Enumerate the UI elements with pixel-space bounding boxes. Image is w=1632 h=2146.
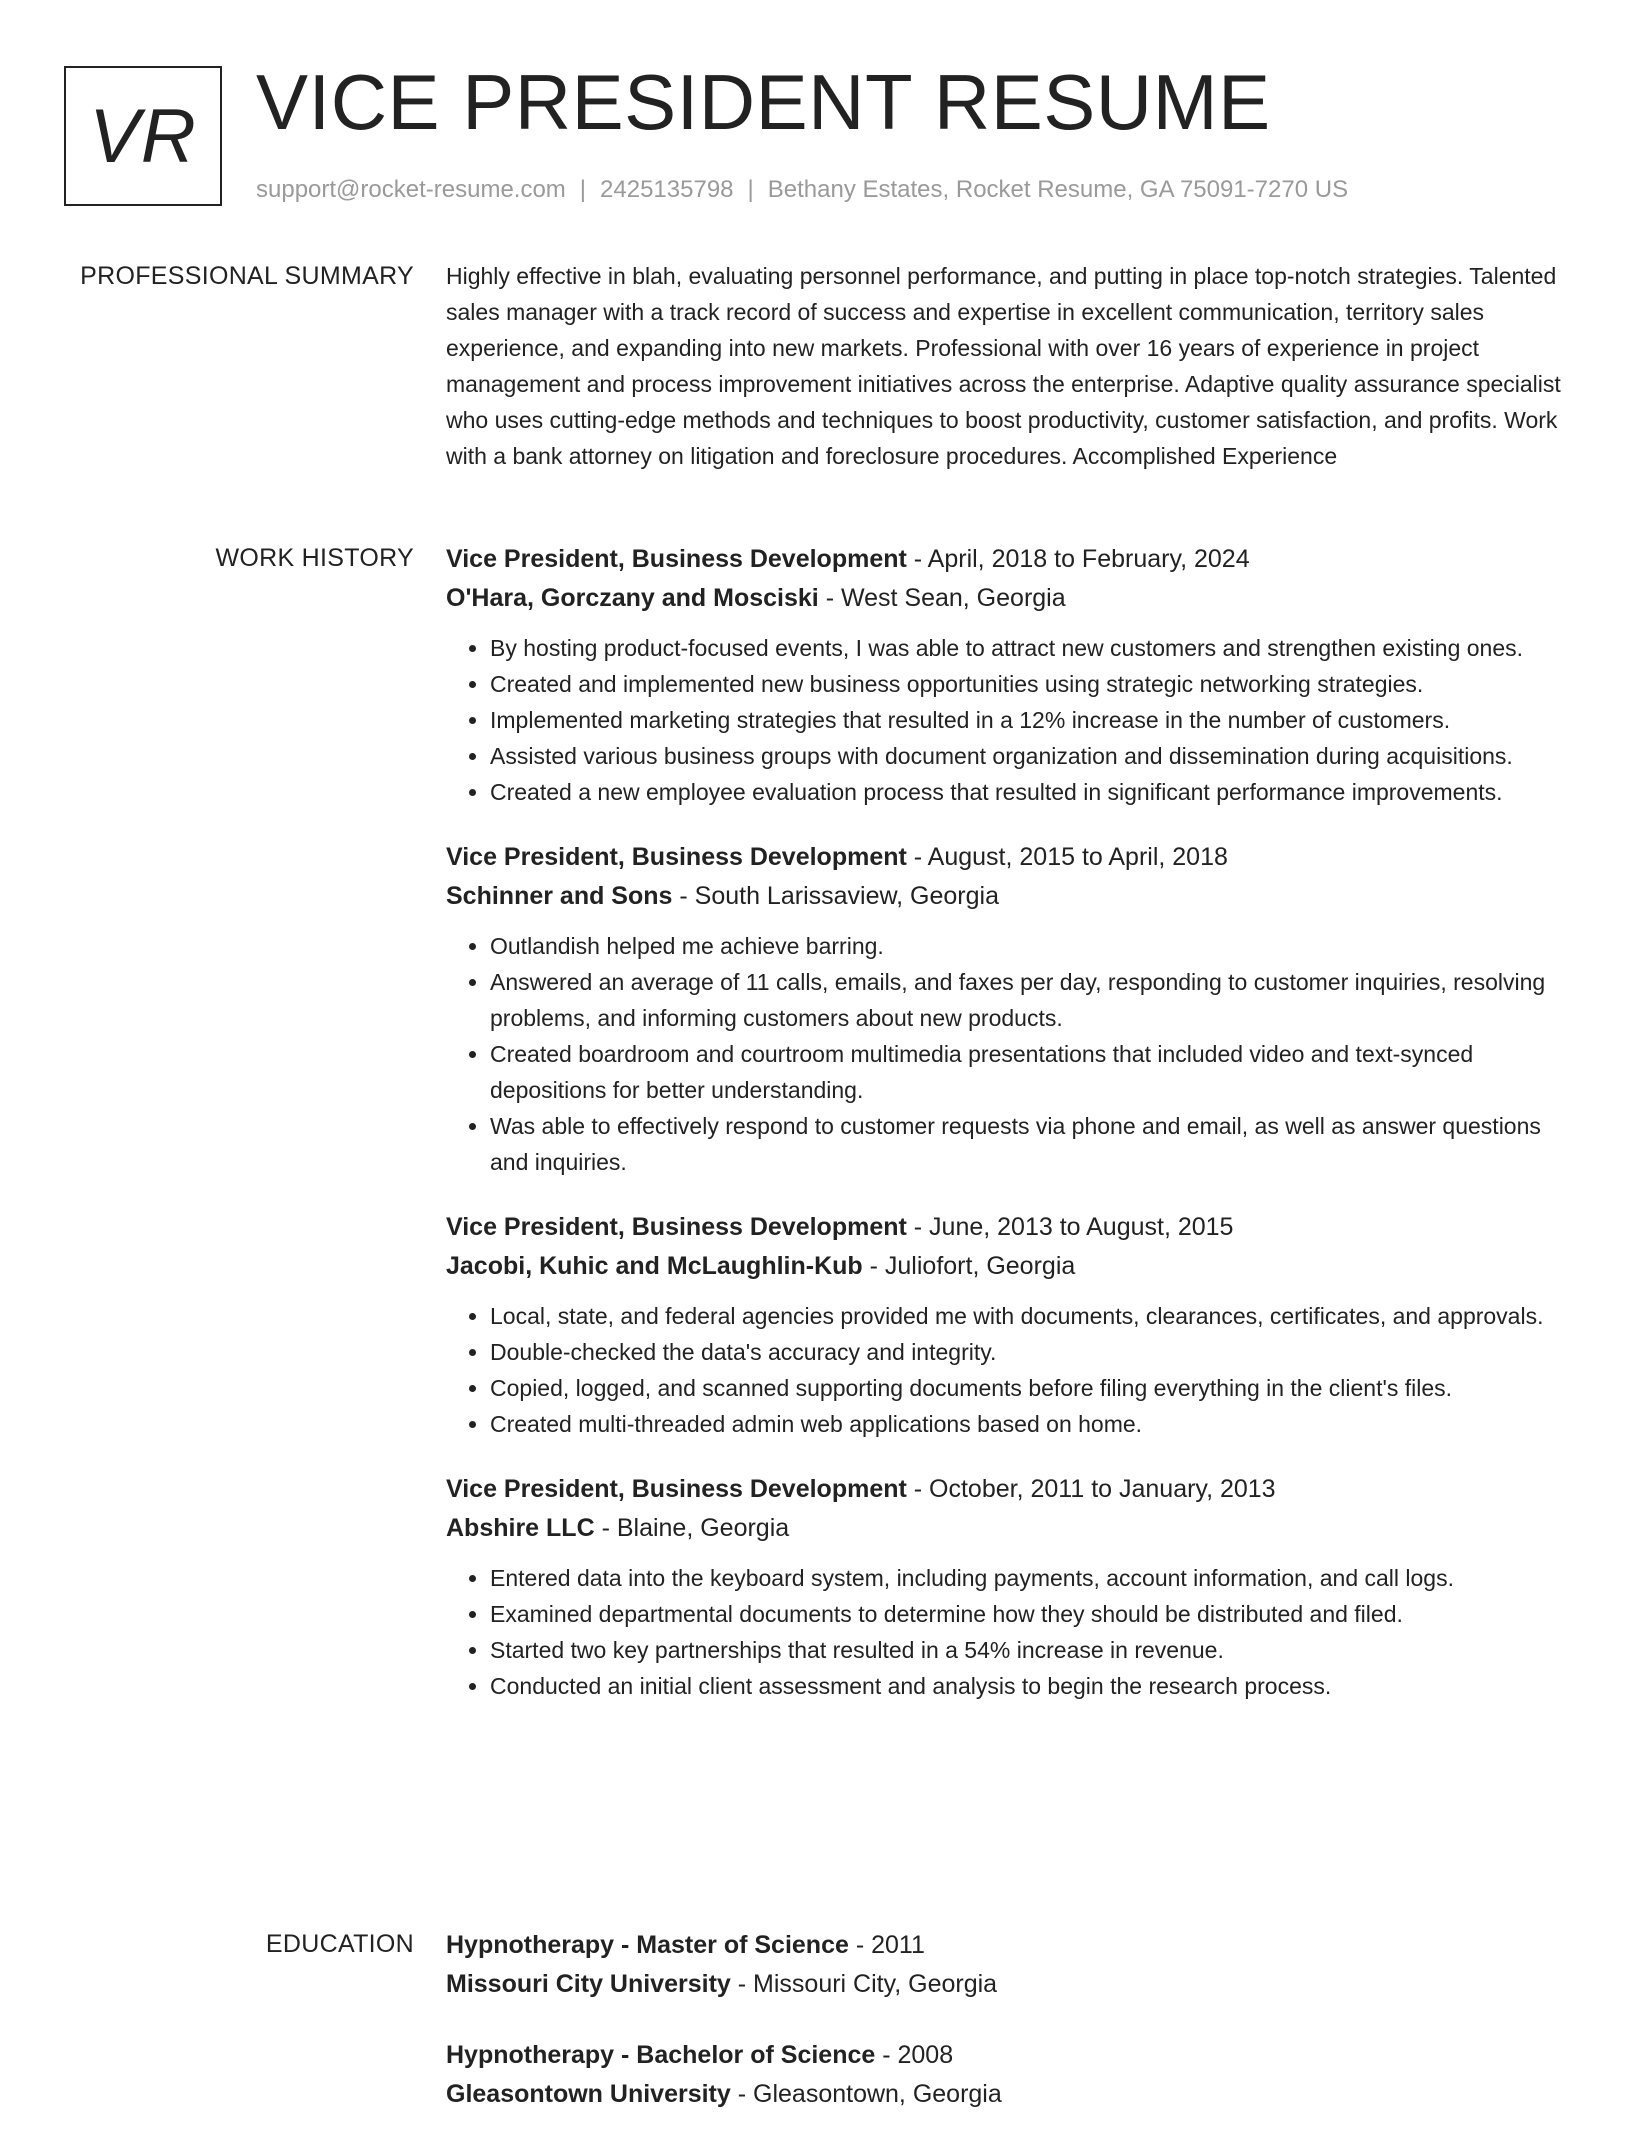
job-bullet: • Created a new employee evaluation process that resulted in significant performance improvements.	[490, 774, 1566, 810]
company-location: - West Sean, Georgia	[818, 584, 1066, 612]
job-bullet: • Double-checked the data's accuracy and integrity.	[490, 1334, 1566, 1370]
resume-title: VICE PRESIDENT RESUME	[256, 58, 1271, 146]
degree-name: Hypnotherapy - Bachelor of Science	[446, 2041, 876, 2069]
company-name: Abshire LLC	[446, 1514, 595, 1542]
job-entry	[446, 540, 1566, 810]
work-history-label: WORK HISTORY	[215, 544, 414, 572]
job-bullet: • Copied, logged, and scanned supporting documents before filing everything in the client's files.	[490, 1370, 1566, 1406]
degree-name: Hypnotherapy - Master of Science	[446, 1931, 849, 1959]
summary-label: PROFESSIONAL SUMMARY	[80, 262, 414, 290]
company-name: O'Hara, Gorczany and Mosciski	[446, 584, 819, 612]
job-dates: - June, 2013 to August, 2015	[906, 1213, 1234, 1241]
degree-line	[446, 2036, 1566, 2075]
school-name: Gleasontown University	[446, 2080, 731, 2108]
job-bullet: • Outlandish helped me achieve barring.	[490, 928, 1566, 964]
job-title: Vice President, Business Development	[446, 545, 907, 573]
job-heading	[446, 1208, 1566, 1247]
job-bullet: • Was able to effectively respond to customer requests via phone and email, as well as answer questions and inquiries.	[490, 1108, 1566, 1180]
company-name: Schinner and Sons	[446, 882, 673, 910]
company-name: Jacobi, Kuhic and McLaughlin-Kub	[446, 1252, 863, 1280]
company-line	[446, 1247, 1566, 1286]
job-bullet: • Local, state, and federal agencies provided me with documents, clearances, certificates, and approvals.	[490, 1298, 1566, 1334]
job-bullet: • Created multi-threaded admin web applications based on home.	[490, 1406, 1566, 1442]
job-bullet: • By hosting product-focused events, I was able to attract new customers and strengthen existing ones.	[490, 630, 1566, 666]
degree-line	[446, 1926, 1566, 1965]
job-entry	[446, 1208, 1566, 1442]
summary-body	[446, 258, 1566, 474]
contact-separator: |	[747, 176, 754, 203]
school-location: - Gleasontown, Georgia	[730, 2080, 1002, 2108]
job-heading	[446, 1470, 1566, 1509]
school-line	[446, 2075, 1566, 2114]
job-bullet: • Assisted various business groups with document organization and dissemination during acquisitions.	[490, 738, 1566, 774]
job-dates: - April, 2018 to February, 2024	[906, 545, 1250, 573]
school-name: Missouri City University	[446, 1970, 731, 1998]
job-bullets	[446, 1298, 1566, 1442]
contact-phone: 2425135798	[600, 176, 734, 203]
degree-year: - 2008	[875, 2041, 954, 2069]
job-title: Vice President, Business Development	[446, 1475, 907, 1503]
company-line	[446, 579, 1566, 618]
school-line	[446, 1965, 1566, 2004]
company-location: - South Larissaview, Georgia	[672, 882, 999, 910]
job-bullet: • Created boardroom and courtroom multimedia presentations that included video and text-synced depositions for better understanding.	[490, 1036, 1566, 1108]
contact-separator: |	[579, 176, 587, 203]
job-heading	[446, 838, 1566, 877]
job-dates: - October, 2011 to January, 2013	[906, 1475, 1276, 1503]
monogram-logo: VR	[64, 66, 222, 206]
degree-year: - 2011	[848, 1931, 925, 1959]
job-bullets	[446, 1560, 1566, 1704]
job-bullet: • Created and implemented new business opportunities using strategic networking strategies.	[490, 666, 1566, 702]
contact-line	[256, 174, 1348, 206]
job-bullets	[446, 630, 1566, 810]
job-bullet: • Started two key partnerships that resulted in a 54% increase in revenue.	[490, 1632, 1566, 1668]
job-bullet: • Answered an average of 11 calls, emails, and faxes per day, responding to customer inquiries, resolving problems, and informing customers about new products.	[490, 964, 1566, 1036]
job-heading	[446, 540, 1566, 579]
work-history-body	[446, 540, 1566, 1732]
company-line	[446, 1509, 1566, 1548]
contact-email: support@rocket-resume.com	[256, 176, 566, 203]
job-bullet: • Entered data into the keyboard system, including payments, account information, and call logs.	[490, 1560, 1566, 1596]
job-bullets	[446, 928, 1566, 1180]
education-entry	[446, 1926, 1566, 2004]
job-bullet: • Implemented marketing strategies that resulted in a 12% increase in the number of customers.	[490, 702, 1566, 738]
company-line	[446, 877, 1566, 916]
education-entry	[446, 2036, 1566, 2114]
company-location: - Juliofort, Georgia	[862, 1252, 1076, 1280]
contact-address: Bethany Estates, Rocket Resume, GA 75091-7270 US	[767, 176, 1349, 203]
job-entry	[446, 838, 1566, 1180]
job-entry	[446, 1470, 1566, 1704]
summary-text: Highly effective in blah, evaluating personnel performance, and putting in place top-notch strategies. Talented sales manager with a track record of success and expertise in excellent communication, territory sales experience, and expanding into new markets. Professional with over 16 years of experience in project management and process improvement initiatives across the enterprise. Adaptive quality assurance specialist who uses cutting-edge methods and techniques to boost productivity, customer satisfaction, and profits. Work with a bank attorney on litigation and foreclosure procedures. Accomplished Experience	[446, 263, 1561, 469]
education-body	[446, 1926, 1566, 2146]
school-location: - Missouri City, Georgia	[730, 1970, 998, 1998]
education-label: EDUCATION	[265, 1930, 414, 1958]
company-location: - Blaine, Georgia	[594, 1514, 790, 1542]
job-title: Vice President, Business Development	[446, 843, 907, 871]
job-title: Vice President, Business Development	[446, 1213, 907, 1241]
job-bullet: • Conducted an initial client assessment and analysis to begin the research process.	[490, 1668, 1566, 1704]
job-bullet: • Examined departmental documents to determine how they should be distributed and filed.	[490, 1596, 1566, 1632]
job-dates: - August, 2015 to April, 2018	[906, 843, 1228, 871]
